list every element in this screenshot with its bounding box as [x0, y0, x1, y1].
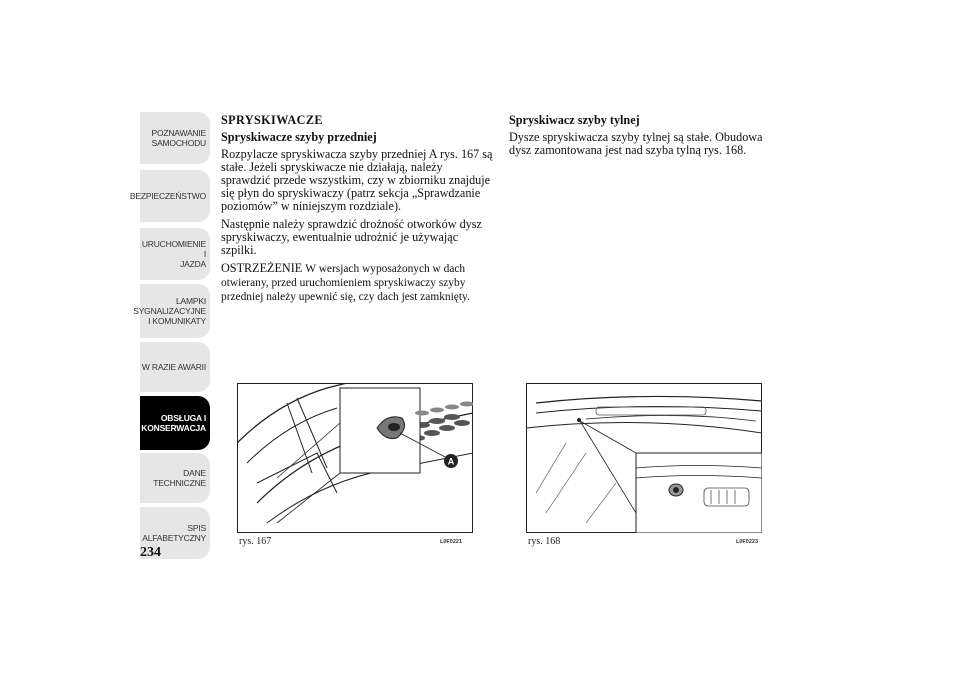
chapter-tab-1[interactable] — [129, 170, 210, 222]
front-washer-paragraph-2: Następnie należy sprawdzić drożność otworków dysz spryskiwaczy, ewentualnie udrożnić je używając szpilki. — [221, 217, 482, 257]
warning-note — [221, 262, 493, 304]
chapter-tab-label: LAMPKI SYGNALIZACYJNE I KOMUNIKATY — [133, 296, 206, 326]
front-washer-paragraph-1: Rozpylacze spryskiwacza szyby przedniej A rys. 167 są stałe. Jeżeli spryskiwacze nie działają, należy sprawdzić przede wszystkim, czy w zbiorniku znajduje się płyn do spryskiwaczy (patrz sekcja „Sprawdzanie poziomów” w niniejszym rozdziale). — [221, 147, 493, 213]
chapter-tab-label: SPIS ALFABETYCZNY — [142, 523, 206, 543]
rear-washer-subheading: Spryskiwacz szyby tylnej — [509, 113, 640, 127]
windshield-washer-illustration — [237, 383, 473, 533]
chapter-tab-4[interactable] — [140, 342, 210, 392]
rear-washer-illustration — [526, 383, 762, 533]
chapter-tab-label: URUCHOMIENIE I JAZDA — [141, 239, 206, 269]
page-number: 234 — [140, 545, 161, 560]
chapter-tab-label: POZNAWANIE SAMOCHODU — [151, 128, 206, 148]
chapter-tab-6[interactable] — [140, 453, 210, 503]
section-heading: SPRYSKIWACZE — [221, 113, 323, 127]
chapter-tab-label: DANE TECHNICZNE — [153, 468, 206, 488]
chapter-tab-label: BEZPIECZEŃSTWO — [129, 191, 206, 201]
chapter-tab-label: OBSŁUGA I KONSERWACJA — [141, 413, 206, 433]
rear-washer-paragraph: Dysze spryskiwacza szyby tylnej są stałe. Obudowa dysz zamontowana jest nad szyba tylną rys. 168. — [509, 130, 763, 157]
left-column — [221, 114, 493, 309]
chapter-tab-label: W RAZIE AWARII — [141, 362, 206, 372]
warning-text: W wersjach wyposażonych w dach otwierany, przed uruchomieniem spryskiwaczy szyby przedniej należy upewnić się, czy dach jest zamknięty. — [221, 263, 470, 303]
chapter-tab-2[interactable] — [140, 228, 210, 280]
figure-168-code: L0F0223 — [736, 539, 759, 545]
figure-168 — [526, 383, 762, 533]
chapter-tab-5[interactable] — [140, 396, 210, 450]
figure-167-caption: rys. 167 — [239, 536, 272, 547]
callout-A: A — [447, 456, 455, 467]
figure-167-code: L0F0221 — [440, 539, 463, 545]
figure-167 — [237, 383, 473, 533]
right-column — [509, 114, 781, 162]
front-washer-subheading: Spryskiwacze szyby przedniej — [221, 130, 377, 144]
chapter-tab-3[interactable] — [133, 284, 210, 338]
warning-label: OSTRZEŻENIE — [221, 261, 303, 275]
figure-168-caption: rys. 168 — [528, 536, 561, 547]
chapter-tab-0[interactable] — [140, 112, 210, 164]
